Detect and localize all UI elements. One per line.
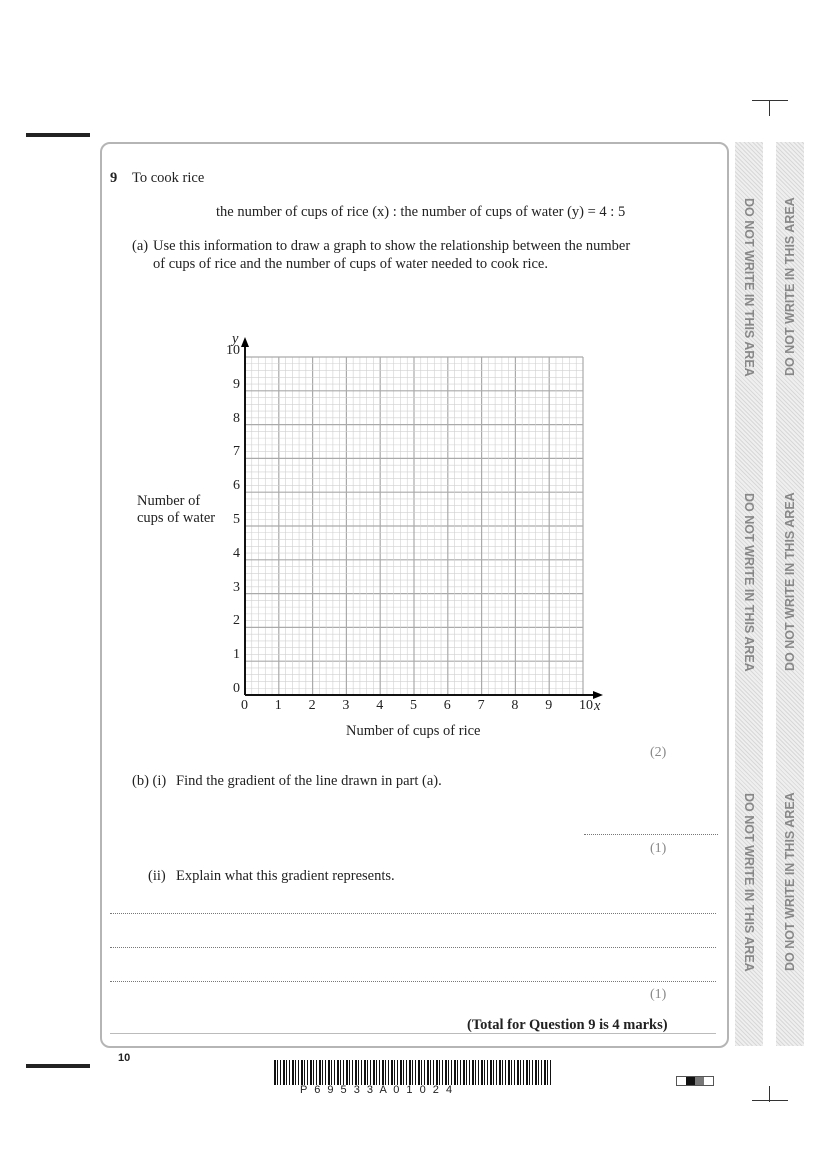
y-tick-label: 2 [233,613,240,629]
part-b-label: (b) (i) [132,773,167,789]
part-a-text: of cups of rice and the number of cups of water needed to cook rice. [153,256,548,272]
y-tick-label: 7 [233,444,240,460]
marks-part-b-ii: (1) [650,987,667,1002]
margin-warning: DO NOT WRITE IN THIS AREA [742,197,756,377]
x-tick-label: 6 [443,698,451,713]
margin-strip-inner [735,142,763,1046]
answer-line-b-i[interactable] [584,834,718,835]
y-tick-label: 5 [233,512,240,527]
y-tick-label: 0 [233,681,240,696]
part-b-ii-text: Explain what this gradient represents. [176,868,395,884]
crop-mark [752,1100,788,1101]
x-axis-symbol: x [594,698,601,714]
barcode-text: P 6 9 5 3 3 A 0 1 0 2 4 [300,1084,455,1096]
registration-bar [26,133,90,137]
x-tick-label: 3 [342,698,350,713]
x-axis-label: Number of cups of rice [346,723,481,739]
barcode [274,1060,551,1085]
x-tick-label: 10 [579,698,593,713]
crop-mark [769,100,770,116]
y-tick-label: 8 [233,410,240,426]
marks-part-a: (2) [650,745,667,760]
margin-warning: DO NOT WRITE IN THIS AREA [783,492,797,672]
answer-line[interactable] [110,981,716,982]
x-tick-label: 1 [274,698,282,713]
answer-line[interactable] [110,947,716,948]
x-tick-label: 4 [376,698,384,713]
margin-warning: DO NOT WRITE IN THIS AREA [742,492,756,672]
y-tick-label: 9 [233,376,240,392]
y-tick-label: 1 [233,647,240,663]
registration-bar [26,1064,90,1068]
x-tick-label: 0 [241,698,248,713]
x-tick-label: 9 [545,698,553,713]
crop-mark [769,1086,770,1102]
part-a-label: (a) [132,238,149,254]
part-b-ii-label: (ii) [148,868,166,884]
margin-warning: DO NOT WRITE IN THIS AREA [783,792,797,972]
total-marks: (Total for Question 9 is 4 marks) [467,1017,668,1033]
answer-line[interactable] [110,913,716,914]
page-number: 10 [118,1052,131,1064]
x-tick-label: 2 [308,698,316,713]
y-axis-label: cups of water [137,510,216,526]
y-tick-label: 3 [233,579,240,595]
part-a-text: Use this information to draw a graph to show the relationship between the number [153,238,631,254]
y-tick-label: 4 [233,545,240,561]
margin-strip-outer [776,142,804,1046]
question-intro: To cook rice [132,170,205,186]
divider [110,1033,716,1034]
y-axis-arrow-icon [241,337,249,347]
marks-part-b-i: (1) [650,841,667,856]
part-b-i-text: Find the gradient of the line drawn in part (a). [176,773,442,789]
y-axis-symbol: y [232,331,239,347]
crop-mark [752,100,788,101]
y-axis-label: Number of [137,493,201,509]
x-tick-label: 8 [511,698,519,713]
page-indicator [676,1076,714,1086]
margin-warning: DO NOT WRITE IN THIS AREA [783,197,797,377]
ratio-statement: the number of cups of rice (x) : the number of cups of water (y) = 4 : 5 [216,204,626,220]
margin-warning: DO NOT WRITE IN THIS AREA [742,792,756,972]
graph-grid[interactable] [200,330,620,720]
x-tick-label: 5 [410,698,417,713]
question-number: 9 [110,170,118,186]
x-tick-label: 7 [477,698,485,713]
y-tick-label: 6 [233,478,240,494]
y-tick-label: 10 [226,343,240,358]
